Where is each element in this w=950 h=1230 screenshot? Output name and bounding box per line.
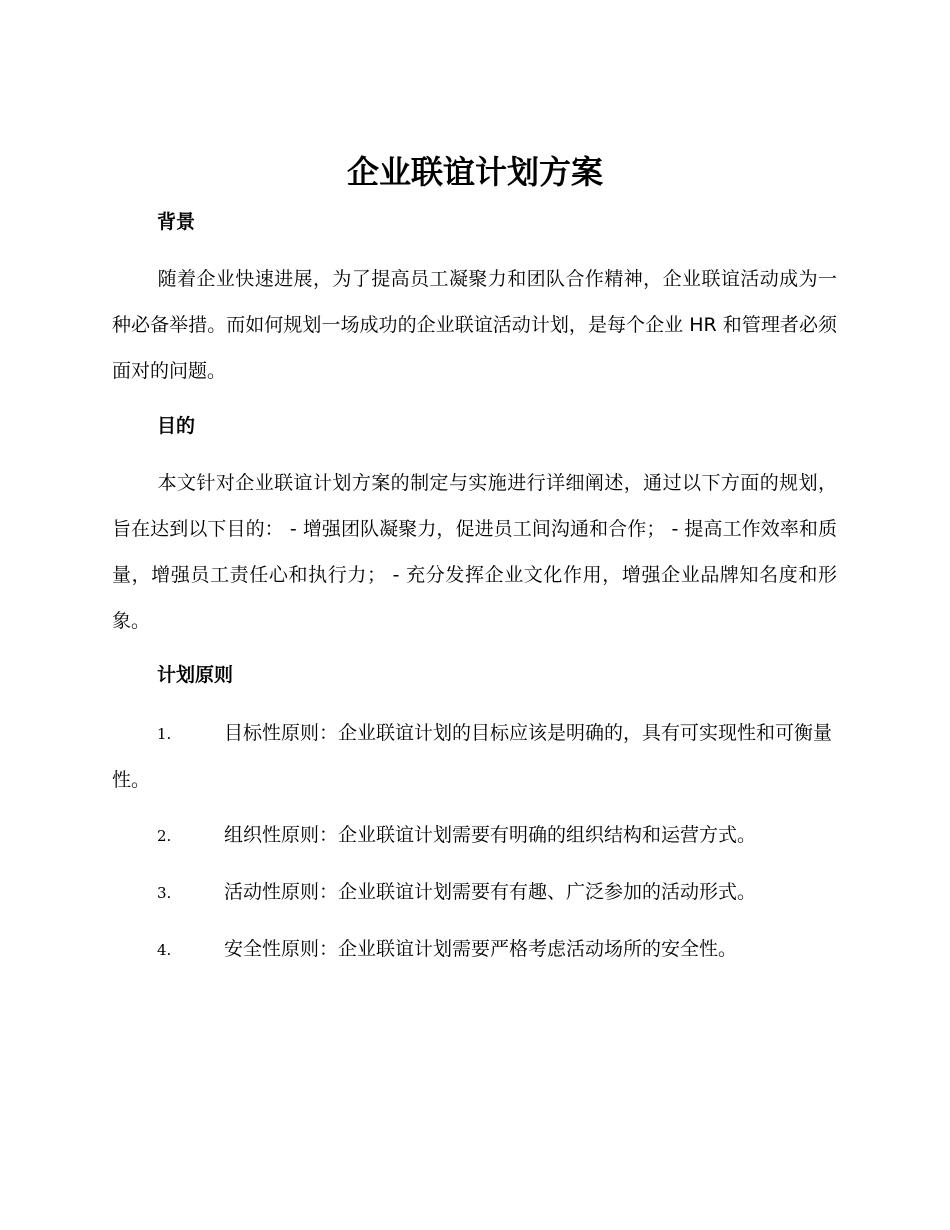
list-item-text: 组织性原则：企业联谊计划需要有明确的组织结构和运营方式。 bbox=[224, 824, 757, 846]
list-item-number: 3. bbox=[157, 884, 172, 902]
list-item-text: 目标性原则：企业联谊计划的目标应该是明确的，具有可实现性和可衡量性。 bbox=[112, 722, 833, 791]
section-heading-background: 背景 bbox=[157, 211, 196, 233]
list-item-number: 4. bbox=[157, 941, 172, 959]
document-title: 企业联谊计划方案 bbox=[346, 153, 603, 191]
list-item-number: 2. bbox=[157, 827, 172, 845]
list-item bbox=[112, 812, 837, 859]
section-heading-principles: 计划原则 bbox=[157, 664, 234, 686]
list-item-number: 1. bbox=[157, 725, 172, 743]
list-item bbox=[112, 926, 837, 973]
list-item-text: 安全性原则：企业联谊计划需要严格考虑活动场所的安全性。 bbox=[224, 938, 738, 960]
paragraph-background: 随着企业快速进展，为了提高员工凝聚力和团队合作精神，企业联谊活动成为一种必备举措。而如何规划一场成功的企业联谊活动计划，是每个企业 HR 和管理者必须面对的问题。 bbox=[112, 268, 837, 382]
list-item bbox=[112, 869, 837, 916]
list-item-text: 活动性原则：企业联谊计划需要有有趣、广泛参加的活动形式。 bbox=[224, 881, 757, 903]
list-item bbox=[112, 710, 837, 803]
section-heading-purpose: 目的 bbox=[157, 415, 196, 437]
paragraph-purpose: 本文针对企业联谊计划方案的制定与实施进行详细阐述，通过以下方面的规划，旨在达到以下目的： - 增强团队凝聚力，促进员工间沟通和合作； - 提高工作效率和质量，增强员工责任心和执行力； - 充分发挥企业文化作用，增强企业品牌知名度和形象。 bbox=[112, 472, 837, 632]
